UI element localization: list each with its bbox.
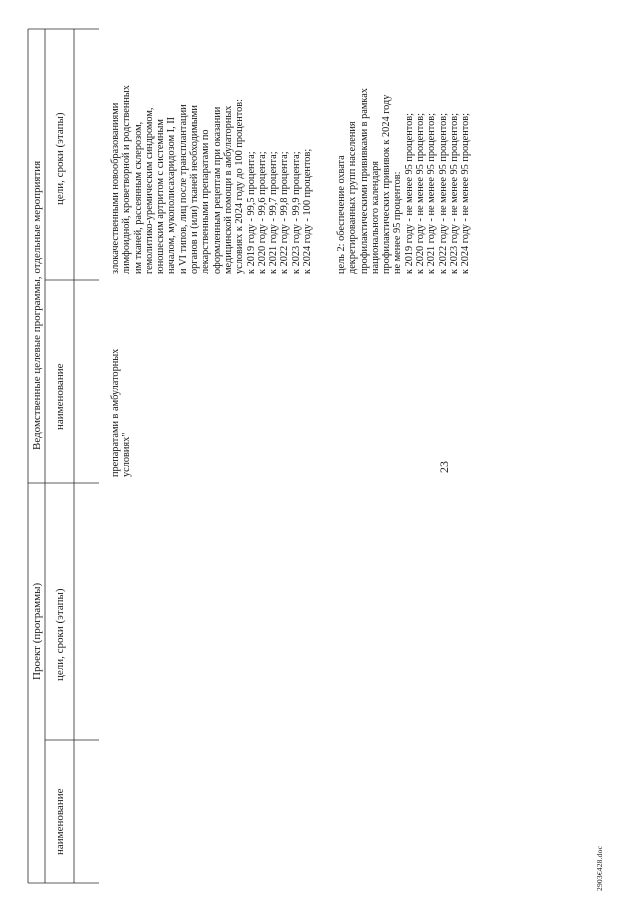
goal2-line: к 2022 году - не менее 95 процентов; [437, 113, 449, 274]
header-departmental: Ведомственные целевые программы, отдельные мероприятия [31, 160, 43, 450]
goal2-line: декретированных групп населения [347, 121, 359, 274]
goal2-line: к 2021 году - не менее 95 процентов; [426, 113, 438, 274]
goal1-line: к 2023 году - 99,9 процента; [290, 151, 302, 274]
header-name-left: наименование [54, 788, 66, 855]
page-number: 23 [437, 461, 451, 473]
goal2-line: цель 2: обеспечение охвата [335, 155, 347, 274]
goal2-line: профилактическими прививками в рамках [358, 88, 370, 274]
goals-cell [110, 85, 472, 274]
document-id: 2903€428.doc [595, 845, 604, 891]
goal1-line: к 2019 году - 99,5 процента; [245, 151, 257, 274]
header-name-right: наименование [54, 363, 66, 430]
goal2-line: к 2020 году - не менее 95 процентов; [415, 113, 427, 274]
goal1-line: злокачественными новообразованиями [110, 102, 121, 274]
goal1-line: условиях к 2024 году до 100 процентов: [234, 99, 246, 274]
header-goals-left: цели, сроки (этапы) [54, 588, 66, 681]
goal2-line: не менее 95 процентов: [392, 171, 404, 274]
goal1-line: оформленным рецептам при оказании [211, 106, 223, 274]
goal1-line: к 2024 году - 100 процентов; [302, 148, 314, 274]
goal2-line: к 2019 году - не менее 95 процентов; [403, 113, 415, 274]
goal1-line: органов и (или) тканей необходимыми [189, 105, 201, 274]
header-goals-right: цели, сроки (этапы) [54, 112, 66, 205]
paragraph-gap [313, 85, 336, 274]
goal1-line: к 2020 году - 99,6 процента; [256, 151, 268, 274]
goal2-line: национального календаря [369, 160, 381, 274]
header-project: Проект (программы) [31, 582, 43, 680]
goal2-line: к 2024 году - не менее 95 процентов; [460, 113, 472, 274]
goal1-line: началом, мукополисахаридозом I, II [166, 116, 178, 274]
goal2-line: профилактических прививок к 2024 году [381, 94, 393, 274]
goal1-line: к 2022 году - 99,8 процента; [279, 151, 291, 274]
goal1-line: и VI типов, лиц после трансплантации [177, 104, 189, 274]
goal2-line: к 2023 году - не менее 95 процентов; [448, 113, 460, 274]
goal1-line: медицинской помощи в амбулаторных [222, 105, 234, 274]
goal1-line: юношеским артритом с системным [155, 119, 167, 274]
goal1-line: гемолитико-уремическим синдромом, [143, 107, 155, 274]
goal1-line: к 2021 году - 99,7 процента; [268, 151, 280, 274]
goal1-line: лимфоидной, кроветворной и родственных [121, 85, 133, 274]
goal1-line: лекарственными препаратами по [200, 129, 212, 274]
goal1-line: им тканей, рассеянным склерозом, [132, 121, 144, 274]
name-cell: препаратами в амбулаторных условиях" [110, 348, 133, 477]
